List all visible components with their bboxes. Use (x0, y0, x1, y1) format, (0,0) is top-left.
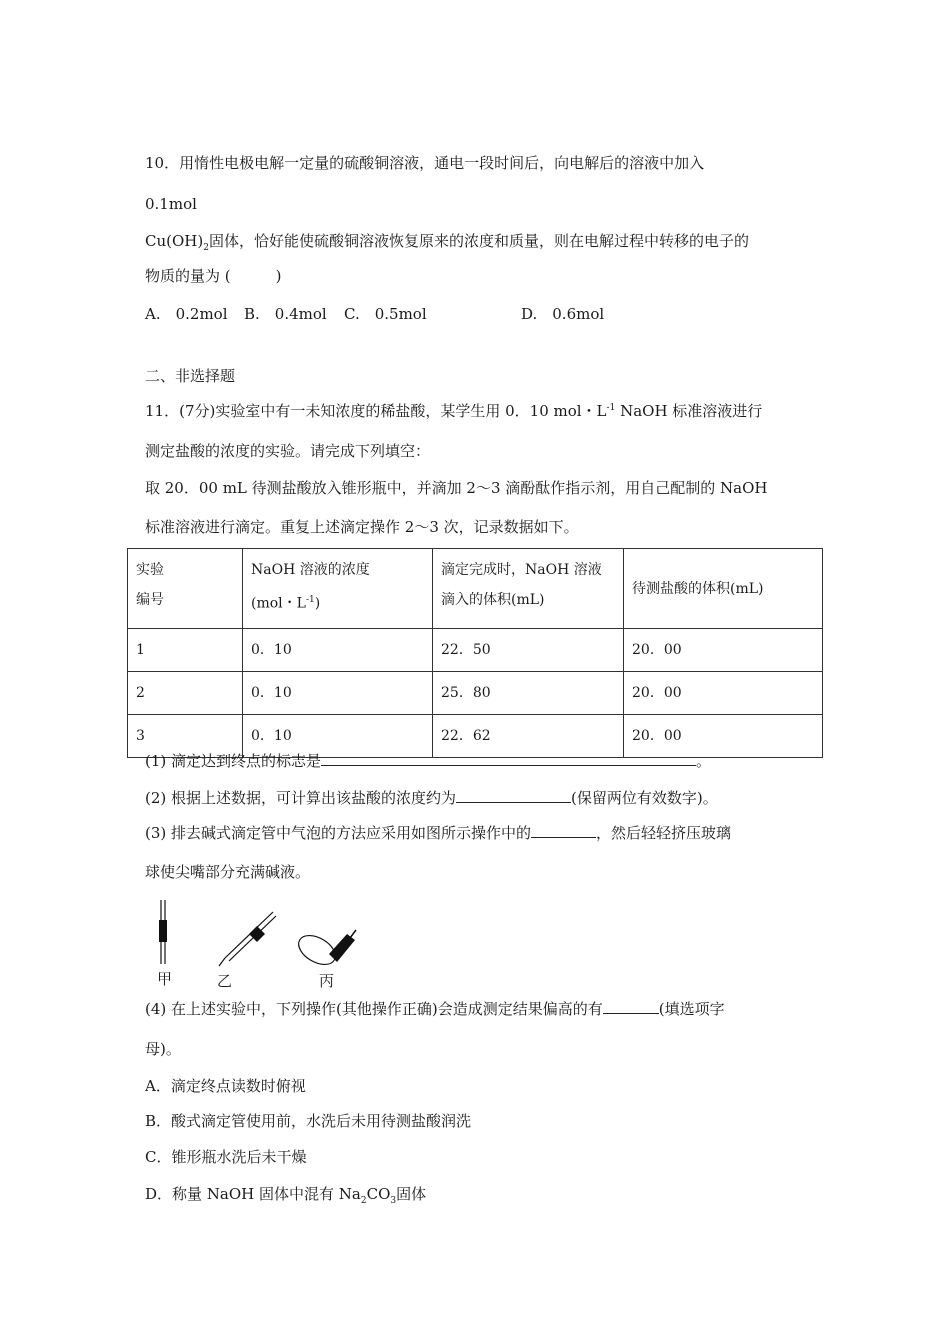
table-row (128, 672, 823, 715)
q10-stem-line1: 10．用惰性电极电解一定量的硫酸铜溶液，通电一段时间后，向电解后的溶液中加入 (145, 154, 705, 172)
figure-label-jia: 甲 (157, 970, 173, 988)
figure-label-bing: 丙 (319, 972, 335, 990)
header-hcl-volume: 待测盐酸的体积(mL) (624, 549, 823, 629)
header-experiment-no: 实验 编号 (128, 549, 243, 629)
table-cell: 20．00 (624, 672, 823, 715)
table-cell: 2 (128, 672, 243, 715)
section-title: 二、非选择题 (145, 367, 236, 385)
q11-part3-line2: 球使尖嘴部分充满碱液。 (145, 863, 311, 881)
titration-data-table (127, 548, 823, 758)
answer-blank[interactable] (321, 751, 696, 766)
burette-diagram (145, 898, 375, 990)
answer-blank[interactable] (531, 823, 596, 838)
q11-line2: 测定盐酸的浓度的实验。请完成下列填空： (145, 442, 431, 460)
answer-blank[interactable] (456, 788, 571, 803)
q10-option-d: D. 0.6mol (521, 305, 605, 323)
header-naoh-concentration: NaOH 溶液的浓度 (mol・$L^{-1}$) (243, 549, 433, 629)
table-cell: 0．10 (243, 715, 433, 758)
table-cell: 20．00 (624, 715, 823, 758)
answer-blank[interactable] (603, 999, 659, 1014)
burette-bing-icon (294, 930, 356, 971)
q11-line3: 取 20．00 mL 待测盐酸放入锥形瓶中，并滴加 2～3 滴酚酞作指示剂，用自己配制的 NaOH (145, 479, 768, 497)
q11-line4: 标准溶液进行滴定。重复上述滴定操作 2～3 次，记录数据如下。 (145, 518, 579, 536)
q10-stem-line2: 0.1mol (145, 195, 197, 213)
q10-option-b: B. 0.4mol (244, 305, 327, 323)
burette-yi-icon (219, 912, 276, 966)
q10-stem-line3: $Cu(OH)_2$固体，恰好能使硫酸铜溶液恢复原来的浓度和质量，则在电解过程中转移的电子的 (145, 232, 749, 253)
figure-label-yi: 乙 (217, 972, 233, 990)
q10-option-c: C. 0.5mol (344, 305, 427, 323)
q11-option-a: A．滴定终点读数时俯视 (145, 1077, 306, 1095)
q11-part2: (2) 根据上述数据，可计算出该盐酸的浓度约为 (保留两位有效数字)。 (145, 789, 718, 807)
q11-option-c: C．锥形瓶水洗后未干燥 (145, 1148, 307, 1166)
q11-part1: (1) 滴定达到终点的标志是 。 (145, 752, 712, 770)
burette-figure (145, 898, 375, 990)
burette-jia-icon (159, 900, 167, 964)
table-cell: 0．10 (243, 672, 433, 715)
table-header-row (128, 549, 823, 629)
q10-option-a: A. 0.2mol (145, 305, 228, 323)
table-cell: 25．80 (433, 672, 624, 715)
table-cell: 22．62 (433, 715, 624, 758)
table-row (128, 629, 823, 672)
q11-line1: 11．(7分)实验室中有一未知浓度的稀盐酸，某学生用 0．10 mol・$L^{-1}$ NaOH 标准溶液进行 (145, 402, 763, 420)
table-cell: 22．50 (433, 629, 624, 672)
q11-option-d: D．称量 NaOH 固体中混有 $Na_2CO_3$固体 (145, 1185, 427, 1206)
q10-stem-line4: 物质的量为 ( ) (145, 267, 282, 285)
table-cell: 3 (128, 715, 243, 758)
header-naoh-volume: 滴定完成时，NaOH 溶液 滴入的体积(mL) (433, 549, 624, 629)
table-cell: 1 (128, 629, 243, 672)
q11-part3: (3) 排去碱式滴定管中气泡的方法应采用如图所示操作中的 ，然后轻轻挤压玻璃 (145, 824, 732, 842)
table-cell: 0．10 (243, 629, 433, 672)
q11-part4: (4) 在上述实验中，下列操作(其他操作正确)会造成测定结果偏高的有 (填选项字 (145, 1000, 725, 1018)
q11-option-b: B．酸式滴定管使用前，水洗后未用待测盐酸润洗 (145, 1112, 472, 1130)
q11-part4-line2: 母)。 (145, 1040, 181, 1058)
table-cell: 20．00 (624, 629, 823, 672)
